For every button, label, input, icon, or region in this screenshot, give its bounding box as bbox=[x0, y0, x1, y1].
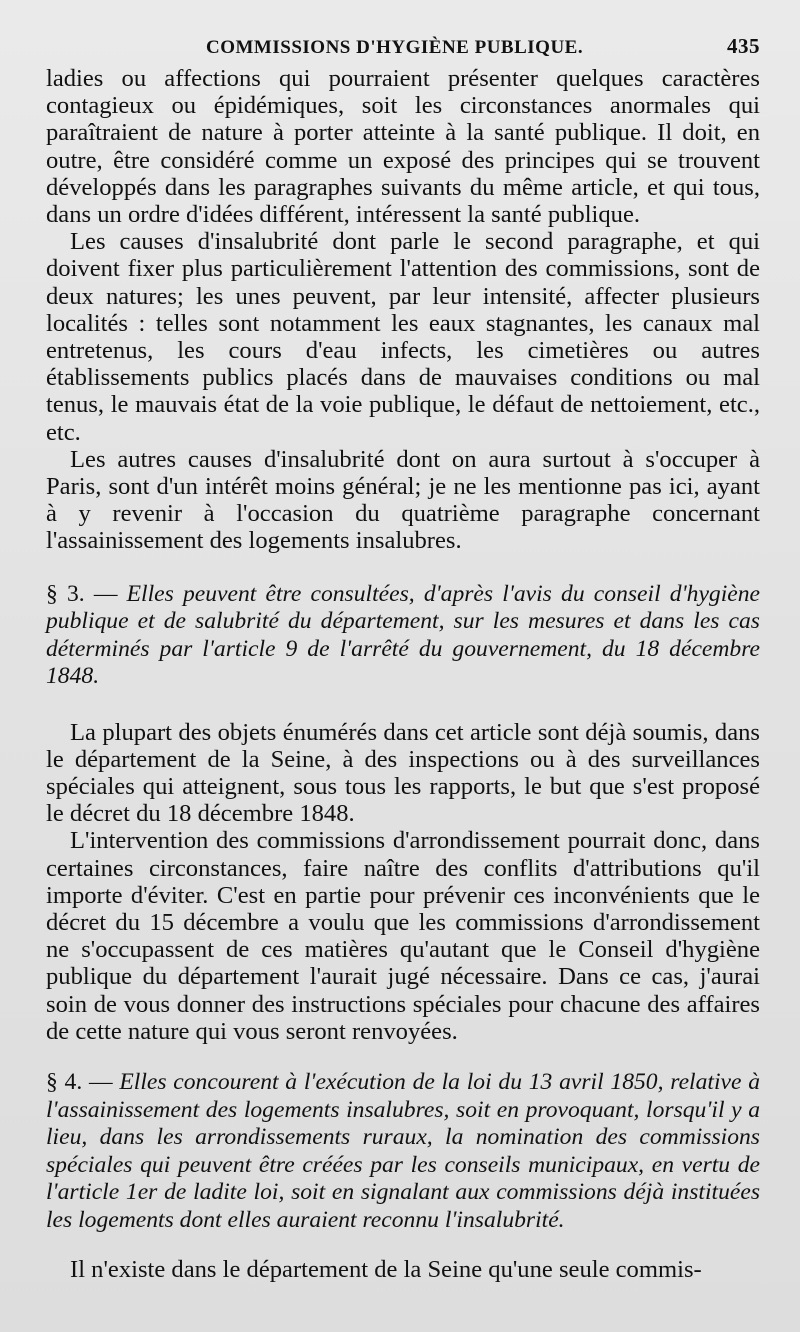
section-4-dash: — bbox=[82, 1069, 120, 1096]
section-3-mark: § 3. bbox=[46, 580, 85, 607]
section-3 bbox=[46, 581, 760, 691]
running-title: COMMISSIONS D'HYGIÈNE PUBLIQUE. bbox=[206, 37, 584, 58]
page-header bbox=[46, 34, 760, 59]
paragraph-autres-causes: Les autres causes d'insalubrité dont on aura surtout à s'occuper à Paris, sont d'un intérêt moins général; je ne les mentionne pas ici, ayant à y revenir à l'occasion du quatrième paragraphe concernant l'assainissement des logements insalubres. bbox=[46, 445, 760, 555]
paragraph-plupart-objets: La plupart des objets énumérés dans cet article sont déjà soumis, dans le département de la Seine, à des inspections ou à des surveillances spéciales qui atteignent, sous tous les rapports, le but que s'est proposé le décret du 18 décembre 1848. bbox=[46, 718, 760, 828]
section-3-dash: — bbox=[84, 580, 127, 607]
page-number: 435 bbox=[727, 34, 760, 58]
section-3-text: Elles peuvent être consultées, d'après l'avis du conseil d'hygiène publique et de salubrité du département, sur les mesures et dans les cas déterminés par l'article 9 de l'arrêté du gouvernement, du 18 décembre 1848. bbox=[46, 580, 761, 690]
paragraph-intervention: L'intervention des commissions d'arrondissement pourrait donc, dans certaines circonstances, faire naître des conflits d'attributions qu'il importe d'éviter. C'est en partie pour prévenir ces inconvénients que le décret du 15 décembre a voulu que les commissions d'arrondissement ne s'occupassent de ces matières qu'autant que le Conseil d'hygiène publique du département l'aurait jugé nécessaire. Dans ce cas, j'aurai soin de vous donner des instructions spéciales pour chacune des affaires de cette nature qui vous seront renvoyées. bbox=[46, 827, 760, 1045]
paragraph-causes-insalubrite: Les causes d'insalubrité dont parle le second paragraphe, et qui doivent fixer plus particulièrement l'attention des commissions, sont de deux natures; les unes peuvent, par leur intensité, affecter plusieurs localités : telles sont notamment les eaux stagnantes, les canaux mal entretenus, les cours d'eau infects, les cimetières ou autres établissements publics placés dans de mauvaises conditions ou mal tenus, le mauvais état de la voie publique, le défaut de nettoiement, etc., etc. bbox=[46, 228, 760, 446]
section-4-mark: § 4. bbox=[46, 1069, 83, 1096]
section-4-text: Elles concourent à l'exécution de la loi du 13 avril 1850, relative à l'assainissement des logements insalubres, soit en provoquant, lorsqu'il y a lieu, dans les arrondissements ruraux, la nomination des commissions spéciales qui peuvent être créées par les conseils municipaux, en vertu de l'article 1er de ladite loi, soit en signalant aux commissions déjà instituées les logements dont elles auraient reconnu l'insalubrité. bbox=[46, 1069, 760, 1233]
paragraph-continuation: ladies ou affections qui pourraient présenter quelques caractères contagieux ou épidémiques, soit les circonstances anormales qui paraîtraient de nature à porter atteinte à la santé publique. Il doit, en outre, être considéré comme un exposé des principes qui se trouvent développés dans les paragraphes suivants du même article, et qui tous, dans un ordre d'idées différent, intéressent la santé publique. bbox=[46, 65, 760, 229]
paragraph-seule-commission: Il n'existe dans le département de la Seine qu'une seule commis- bbox=[70, 1256, 702, 1284]
section-4 bbox=[46, 1069, 760, 1234]
